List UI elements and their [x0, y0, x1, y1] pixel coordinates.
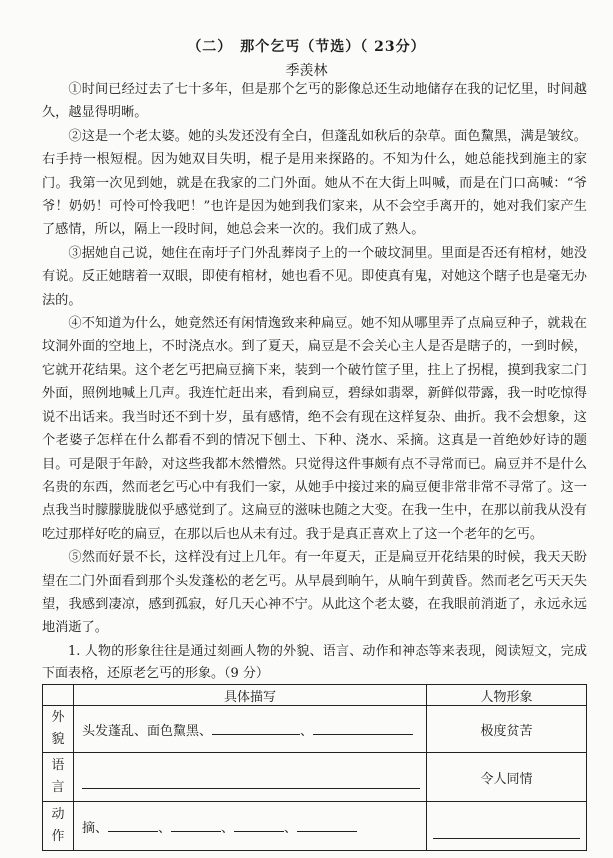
- speech-description: [74, 753, 427, 802]
- appearance-image: 极度贫苦: [427, 706, 587, 753]
- answer-blank-appearance-1[interactable]: [212, 720, 300, 735]
- paragraph-2: ②这是一个老太婆。她的头发还没有全白，但蓬乱如秋后的杂草。面色黧黑，满是皱纹。右手持一根短棍。因为她双目失明，棍子是用来探路的。不知为什么，她总能找到施主的家门。我第一次见到她，就是在我家的二门外面。她从不在大街上叫喊，而是在门口高喊：“爷爷！奶奶！可怜可怜我吧！”也许是因为她到我们家来，从不会空手离开的，她对我们家产生了感情，所以，隔上一段时间，她总会来一次的。我们成了熟人。: [42, 128, 587, 238]
- answer-blank-action-2[interactable]: [171, 817, 221, 832]
- table-row-appearance: [43, 706, 587, 753]
- answer-blank-action-4[interactable]: [297, 817, 357, 832]
- question-1: [42, 641, 587, 685]
- question-text: 1. 人物的形象往往是通过刻画人物的外貌、语言、动作和神态等来表现，阅读短文，完成下面表格，还原老乞丐的形象。（9 分）: [42, 644, 587, 681]
- row-label-action: 动 作: [43, 802, 74, 851]
- answer-blank-action-1[interactable]: [108, 817, 158, 832]
- action-image: [427, 802, 587, 851]
- row-label-speech: 语 言: [43, 753, 74, 802]
- author-name: 季羡林: [285, 63, 328, 79]
- paragraph-1: ①时间已经过去了七十多年，但是那个乞丐的影像总还生动地储存在我的记忆里，时间越久，越显得明晰。: [42, 82, 587, 121]
- answer-blank-speech[interactable]: [82, 766, 420, 789]
- answer-blank-action-3[interactable]: [234, 817, 284, 832]
- paragraph-4: ④不知道为什么，她竟然还有闲情逸致来种扁豆。她不知从哪里弄了点扁豆种子，就栽在坟洞外面的空地上，不时浇点水。到了夏天，扁豆是不会关心主人是否是瞎子的，一到时候，它就开花结果。这个老乞丐把扁豆摘下来，装到一个破竹筐子里，拄上了拐棍，摸到我家二门外面，照例地喊上几声。我连忙赶出来，看到扁豆，碧绿如翡翠，新鲜似带露，我一时吃惊得说不出话来。我当时还不到十岁，虽有感情，绝不会有现在这样复杂、曲折。我不会想象，这个老婆子怎样在什么都看不到的情况下刨土、下种、浇水、采摘。这真是一首绝妙好诗的题目。可是限于年龄，对这些我都木然懵然。只觉得这件事颇有点不寻常而已。扁豆并不是什么名贵的东西，然而老乞丐心中有我们一家，从她手中接过来的扁豆便非常非常不寻常了。这一点我当时朦朦胧胧似乎感觉到了。这扁豆的滋味也随之大变。在我一生中，在那以前我从没有吃过那样好吃的扁豆，在那以后也从未有过。我于是真正喜欢上了这一个老年的乞丐。: [42, 316, 587, 542]
- paragraph-3: ③据她自己说，她住在南圩子门外乱葬岗子上的一个破坟洞里。里面是否还有棺材，她没有说。反正她瞎着一双眼，即使有棺材，她也看不见。即使真有鬼，对她这个瞎子也是毫无办法的。: [42, 245, 587, 308]
- section-title: （二） 那个乞丐（节选）（ 23分）: [187, 39, 426, 55]
- table-header-corner: [43, 685, 74, 706]
- table-row-speech: [43, 753, 587, 802]
- action-description: 摘、 、 、 、: [74, 802, 427, 851]
- answer-blank-action-image[interactable]: [433, 814, 580, 839]
- table-header-image: 人物形象: [427, 685, 587, 706]
- passage: [42, 78, 587, 640]
- paragraph-5: ⑤然而好景不长，这样没有过上几年。有一年夏天，正是扁豆开花结果的时候，我天天盼望在二门外面看到那个头发蓬松的老乞丐。从早晨到晌午，从晌午到黄昏。然而老乞丐天天失望，我感到凄凉，感到孤寂，好几天心神不宁。从此这个老太婆，在我眼前消逝了，永远永远地消逝了。: [42, 550, 587, 636]
- answer-blank-appearance-2[interactable]: [313, 720, 413, 735]
- answer-table: [42, 684, 587, 851]
- row-label-appearance: 外 貌: [43, 706, 74, 753]
- table-row-action: [43, 802, 587, 851]
- speech-image: 令人同情: [427, 753, 587, 802]
- table-header-row: [43, 685, 587, 706]
- appearance-description: 头发蓬乱、面色黧黑、 、: [74, 706, 427, 753]
- appearance-prefix: 头发蓬乱、面色黧黑、: [82, 723, 213, 739]
- table-header-description: 具体描写: [74, 685, 427, 706]
- action-prefix: 摘、: [82, 820, 109, 836]
